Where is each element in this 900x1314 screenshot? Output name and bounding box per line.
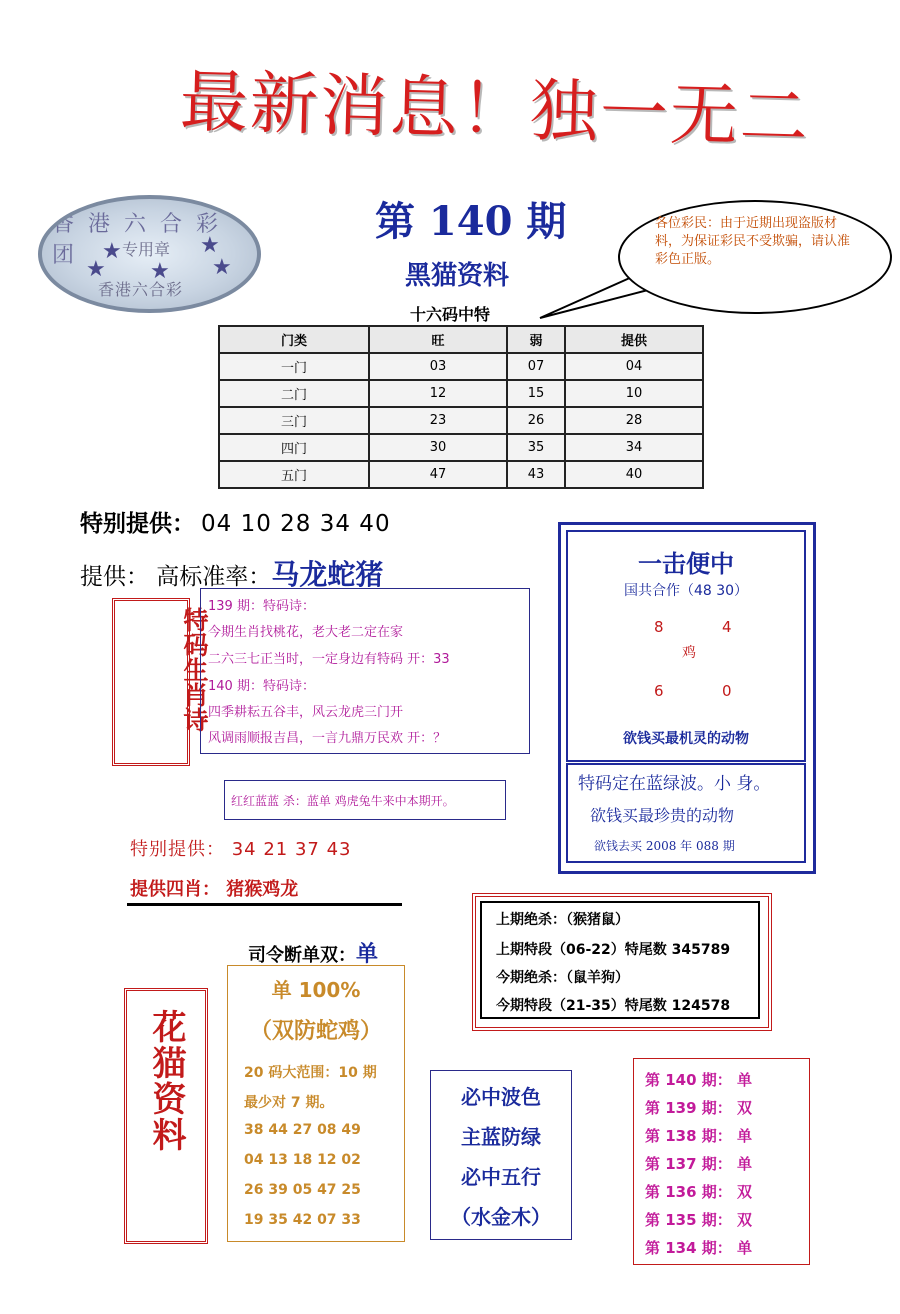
precious-caption: 欲钱买最珍贵的动物 [590,806,735,825]
gold-guard: （双防蛇鸡） [249,1019,382,1044]
divider [127,903,402,906]
table-cell: 40 [565,461,703,488]
history-line: 第 138 期： 单 [645,1127,752,1145]
history-line: 第 135 期： 双 [645,1211,752,1229]
special-provide [80,505,391,538]
poem-box [200,588,530,754]
official-stamp [38,195,261,313]
table-header-cell: 门类 [219,326,369,353]
kill-history-line: 今期绝杀：（鼠羊狗） [496,970,629,986]
wave-line: （水金木） [451,1205,551,1229]
kill-history-box [472,893,772,1031]
history-line: 第 137 期： 单 [645,1155,752,1173]
wave-line: 必中五行 [461,1165,541,1189]
table-cell: 07 [507,353,565,380]
wave-line: 必中波色 [461,1085,541,1109]
kill-line: 红红蓝蓝 杀：蓝单 鸡虎兔牛来中本期开。 [231,794,455,808]
buy-caption: 欲钱去买 2008 年 088 期 [594,839,735,853]
hit-title: 一击便中 [638,549,734,578]
special-provide-numbers: 04 10 28 34 40 [201,511,391,537]
gold-numbers: 04 13 18 12 02 [244,1152,361,1168]
hit-number: 6 [654,682,664,700]
notice-text: 各位彩民：由于近期出现盗版材料，为保证彩民不受欺骗，请认准彩色正版。 [655,216,851,267]
sixteen-title: 十六码中特 [410,305,491,324]
table-cell: 一门 [219,353,369,380]
table-cell: 三门 [219,407,369,434]
provide-rate-zodiacs: 马龙蛇猪 [271,558,384,591]
table-header-row [219,326,703,353]
command-line [248,937,378,968]
kill-history-line: 上期绝杀：（猴猪鼠） [496,912,629,928]
table-cell: 35 [507,434,565,461]
table-cell: 四门 [219,434,369,461]
poem-title-box [112,598,209,766]
hit-number: 0 [722,682,732,700]
kill-history-line: 上期特段（06-22）特尾数 345789 [496,942,731,958]
poem-line: 二六三七正当时，一定身边有特码 开：33 [208,652,450,667]
hit-subtitle: 国共合作（48 30） [623,583,749,599]
table-row [219,434,703,461]
star-icon: ★ [86,257,106,282]
gold-numbers: 26 39 05 47 25 [244,1182,361,1198]
hit-box [558,522,816,874]
poem-line: 四季耕耘五谷丰，风云龙虎三门开 [208,705,404,720]
table-cell: 10 [565,380,703,407]
table-cell: 03 [369,353,507,380]
command-label: 司令断单双： [248,945,356,966]
kill-history-inner [480,901,760,1019]
table-cell: 04 [565,353,703,380]
history-line: 第 139 期： 双 [645,1099,752,1117]
poem-line: 140 期：特码诗： [208,679,315,694]
provide-rate [80,553,383,593]
table-header-cell: 弱 [507,326,565,353]
four-zodiac: 提供四肖： 猪猴鸡龙 [130,879,299,900]
stamp-ring-bottom: 香港六合彩 [98,280,184,299]
special-provide-label: 特别提供： [80,511,195,537]
table-cell: 15 [507,380,565,407]
star-icon: ★ [150,259,170,284]
stamp-ring-top: 香港六合彩团 [52,212,233,268]
history-box [633,1058,810,1265]
issue-number: 第 140 期 [375,198,567,245]
gold-range: 最少对 7 期。 [244,1095,334,1111]
kill-history-line: 今期特段（21-35）特尾数 124578 [496,998,731,1014]
poem-line: 139 期：特码诗： [208,599,315,614]
table-row [219,380,703,407]
gold-numbers: 19 35 42 07 33 [244,1212,361,1228]
hit-caption: 欲钱买最机灵的动物 [623,731,749,747]
hit-box-top [566,530,806,762]
table-cell: 二门 [219,380,369,407]
history-line: 第 136 期： 双 [645,1183,752,1201]
table-header-cell: 提供 [565,326,703,353]
table-cell: 47 [369,461,507,488]
star-icon: ★ [212,255,232,280]
hit-number: 4 [722,618,732,636]
poem-line: 风调雨顺报吉昌，一言九鼎万民欢 开：？ [208,731,447,746]
command-value: 单 [356,942,379,967]
history-line: 第 134 期： 单 [645,1239,752,1257]
table-cell: 26 [507,407,565,434]
hit-center-zodiac: 鸡 [682,645,696,661]
category-title: 黑猫资料 [405,261,510,291]
huamao-title: 花猫资料 [146,1009,186,1153]
special-provide-2: 特别提供： 34 21 37 43 [130,839,352,860]
provide-rate-label: 提供： 高标准率： [80,564,272,590]
headline: 最新消息！独一无二 [178,62,811,159]
wave-line: 主蓝防绿 [461,1125,541,1149]
table-header-cell: 旺 [369,326,507,353]
huamao-title-box [124,988,208,1244]
poem-title: 特码生肖诗 [180,607,209,732]
star-icon: ★ [200,233,220,258]
hit-number: 8 [654,618,664,636]
table-row [219,407,703,434]
stamp-center: 专用章 [122,240,171,259]
history-line: 第 140 期： 单 [645,1071,752,1089]
table-cell: 43 [507,461,565,488]
table-cell: 30 [369,434,507,461]
star-icon: ★ [102,239,122,264]
table-cell: 12 [369,380,507,407]
wave-box [430,1070,572,1240]
table-row [219,461,703,488]
table-cell: 五门 [219,461,369,488]
poem-line: 今期生肖找桃花，老大老二定在家 [208,625,404,640]
hit-box-bottom [566,763,806,863]
table-cell: 28 [565,407,703,434]
special-wave: 特码定在蓝绿波。小 身。 [578,774,771,794]
gold-numbers: 38 44 27 08 49 [244,1122,361,1138]
gold-box [227,965,405,1242]
gold-range: 20 码大范围：10 期 [244,1065,377,1081]
table-row [219,353,703,380]
kill-box [224,780,506,820]
table-cell: 23 [369,407,507,434]
gold-title: 单 100% [271,978,361,1002]
gates-table [218,325,704,489]
table-cell: 34 [565,434,703,461]
